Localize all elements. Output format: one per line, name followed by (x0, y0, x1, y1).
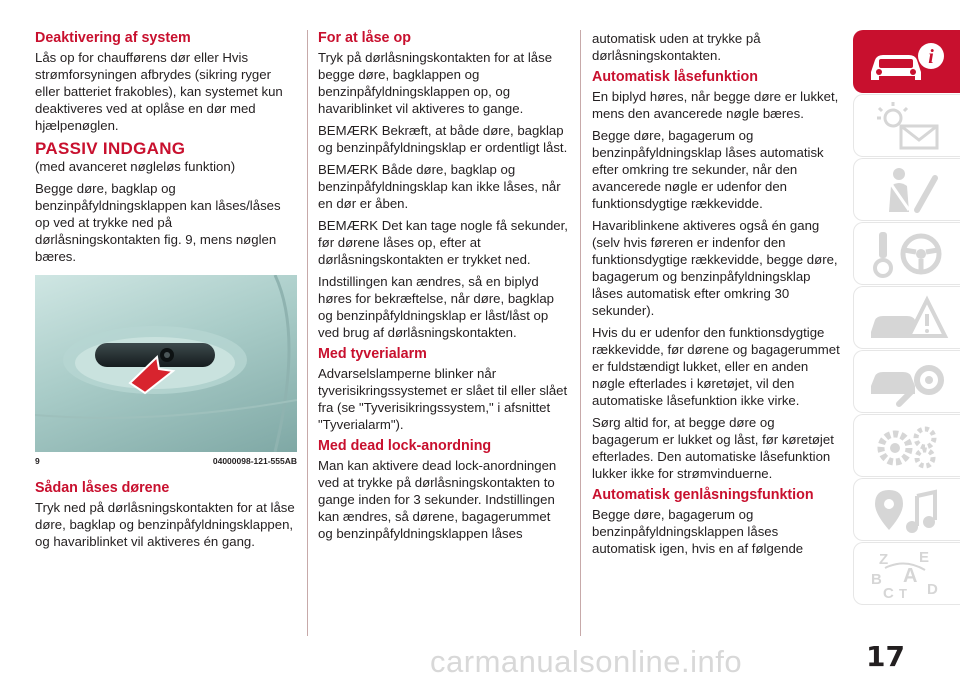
tab-safety[interactable] (853, 158, 960, 221)
paragraph-dead-lock: Man kan aktivere dead lock-anordningen ved at trykke på dørlåsningskontakten to gange inden for 3 sekunder. Indstillingen kan ændres, så dørene, bagagerummet og benzinpåfyldningsklappen låses (318, 458, 557, 541)
index-letter: C (883, 584, 894, 600)
paragraph-note-delay: BEMÆRK Det kan tage nogle få sekunder, før dørene låses op, efter at dørlåsningskontakten er trykket ned. (318, 218, 568, 267)
tab-specifications[interactable] (853, 414, 960, 477)
paragraph-beep-setting: Indstillingen kan ændres, så en biplyd høres for bekræftelse, når døre, bagklap og benzinpåfyldningsklap er låst/låst op ved brug af dørlåsningskontakten. (318, 274, 555, 340)
paragraph-note-door-open: BEMÆRK Både døre, bagklap og benzinpåfyldningsklap kan ikke låses, når en dør er åben. (318, 162, 561, 211)
watermark: carmanualsonline.info (430, 644, 743, 679)
column-2 (318, 30, 568, 547)
tab-driving[interactable] (853, 222, 960, 285)
heading-auto-lock: Automatisk låsefunktion (592, 69, 759, 85)
paragraph-auto-lock-check: Sørg altid for, at begge døre og bagagerum er lukket og låst, før køretøjet efterlades. Den automatiske låsefunktion lukker ikke for strømvinduerne. (592, 415, 834, 481)
alphabet-index-icon (865, 548, 949, 600)
tab-maintenance[interactable] (853, 350, 960, 413)
paragraph-auto-lock-fail: Hvis du er udenfor den funktionsdygtige rækkevidde, før dørene og bagagerummet er fuldstændigt lukket, eller en anden nøgle efterlades i køretøjet, vil den automatiske låsefunktion ikke virke. (592, 325, 840, 408)
index-letter: E (919, 548, 930, 566)
index-letter: A (903, 564, 918, 587)
tab-dashboard-lights[interactable] (853, 94, 960, 157)
heading-auto-relock: Automatisk genlåsningsfunktion (592, 487, 814, 503)
chapter-tabs (853, 30, 960, 606)
paragraph-passive-entry: Begge døre, bagklap og benzinpåfyldningsklappen kan låses/låses op ved at trykke ned på dørlåsningskontakten fig. 9, mens nøglen bæres. (35, 181, 281, 264)
heading-theft-alarm: Med tyverialarm (318, 346, 427, 362)
svg-text:i: i (928, 45, 934, 68)
tab-emergency[interactable] (853, 286, 960, 349)
seatbelt-airbag-icon (865, 164, 949, 216)
column-divider-1 (307, 30, 308, 636)
door-handle-illustration (35, 275, 297, 452)
paragraph-auto-lock-30s: Havariblinkene aktiveres også én gang (selv hvis føreren er indenfor den funktionsdygtige rækkevidde, begge døre, bagagerum og benzinpåfyldningsklap låses automatisk efter omkring 30 sekunder). (592, 218, 838, 318)
figure-number: 9 (35, 456, 40, 466)
index-letter: D (927, 580, 938, 598)
music-note-map-pin-icon (865, 484, 949, 536)
paragraph-note-confirm: BEMÆRK Bekræft, at både døre, bagklap og benzinpåfyldningsklap er ordentligt låst. (318, 123, 568, 155)
column-3 (592, 30, 842, 562)
paragraph-auto-lock-3s: Begge døre, bagagerum og benzinpåfyldningsklap låses automatisk efter omkring tre sekunder, når den avancerede nøgle er udenfor den funktionsdygtige rækkevidde. (592, 128, 824, 211)
paragraph-theft-alarm: Advarselslamperne blinker når tyverisikringssystemet er slået til eller slået fra (se "Tyverisikringssystem," i afsnittet "Tyverialarm"). (318, 366, 568, 432)
column-divider-2 (580, 30, 581, 636)
tab-multimedia[interactable] (853, 478, 960, 541)
heading-dead-lock: Med dead lock-anordning (318, 438, 492, 454)
index-letter: T (899, 585, 907, 600)
paragraph-deactivation: Lås op for chaufførens dør eller Hvis strømforsyningen afbrydes (sikring ryger eller batteriet frakobles), kan systemet kun deaktiveres ved at oplåse en dør med hjælpenøglen. (35, 50, 283, 133)
figure-caption (35, 456, 297, 466)
tab-car-info[interactable] (853, 30, 960, 93)
car-maintenance-wrench-icon (865, 356, 949, 408)
paragraph-continued: automatisk uden at trykke på dørlåsningskontakten. (592, 31, 761, 63)
paragraph-auto-relock: Begge døre, bagagerum og benzinpåfyldningsklappen låses automatisk igen, hvis en af følgende (592, 507, 804, 556)
tab-index[interactable] (853, 542, 960, 605)
paragraph-how-to-lock: Tryk ned på dørlåsningskontakten for at låse døre, bagklap og benzinpåfyldningsklappen, og havariblinket vil aktiveres én gang. (35, 500, 295, 549)
car-warning-triangle-icon (865, 292, 949, 344)
figure-code: 04000098-121-555AB (212, 456, 297, 466)
paragraph-unlock: Tryk på dørlåsningskontakten for at låse begge døre, bagklappen og benzinpåfyldningsklappen op, og havariblinket vil aktiveres to gange. (318, 50, 553, 116)
index-letter: B (871, 570, 882, 588)
heading-how-to-lock: Sådan låses dørene (35, 480, 170, 496)
heading-deactivation: Deaktivering af system (35, 30, 191, 46)
paragraph-keyless-note: (med avanceret nøgleløs funktion) (35, 159, 236, 174)
warning-light-envelope-icon (865, 100, 949, 152)
page-number: 17 (866, 640, 905, 673)
index-letter: Z (879, 550, 889, 568)
heading-passive-entry: PASSIV INDGANG (35, 139, 186, 158)
paragraph-auto-lock-beep: En biplyd høres, når begge døre er lukket, mens den avancerede nøgle bæres. (592, 89, 839, 121)
car-info-icon (865, 38, 949, 86)
heading-unlock: For at låse op (318, 30, 411, 46)
column-1 (35, 30, 297, 555)
gears-icon (865, 420, 949, 472)
key-steering-wheel-icon (865, 228, 949, 280)
figure-door-handle (35, 275, 297, 452)
